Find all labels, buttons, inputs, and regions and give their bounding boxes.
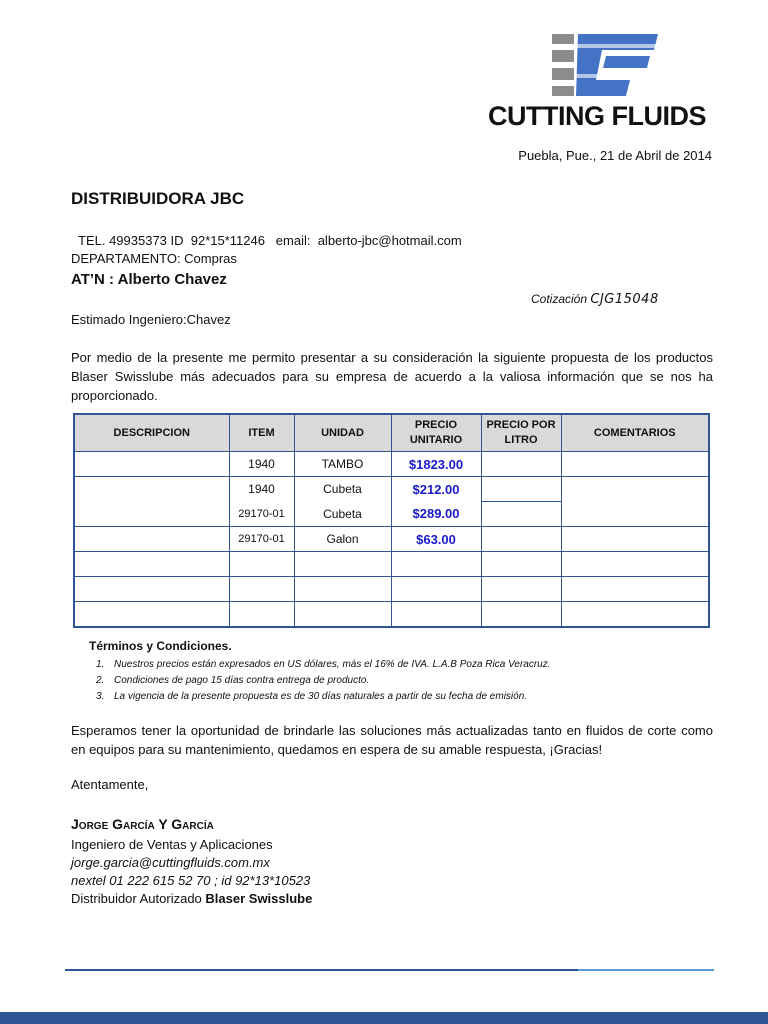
cell-precio: $1823.00 <box>391 452 481 477</box>
cell-unidad: TAMBO <box>294 452 391 477</box>
cell-comentarios <box>561 502 709 527</box>
cell-precio-litro <box>481 527 561 552</box>
distributor-brand: Blaser Swisslube <box>205 891 313 906</box>
table-row <box>74 452 709 477</box>
terms-title: Términos y Condiciones. <box>89 639 232 653</box>
signature-phone: nextel 01 222 615 52 70 ; id 92*13*10523 <box>71 873 311 888</box>
table-row-empty <box>74 577 709 602</box>
terms-number: 2. <box>96 675 105 686</box>
signature-email: jorge.garcia@cuttingfluids.com.mx <box>71 855 270 870</box>
signature-distributor <box>71 891 312 906</box>
recipient-contact: TEL. 49935373 ID 92*15*11246 email: alberto-jbc@hotmail.com <box>78 233 462 248</box>
header-descripcion: DESCRIPCION <box>74 414 229 452</box>
terms-text: Condiciones de pago 15 días contra entrega de producto. <box>114 675 370 686</box>
greeting: Estimado Ingeniero:Chavez <box>71 312 231 327</box>
terms-text: Nuestros precios están expresados en US dólares, más el 16% de IVA. L.A.B Poza Rica Veracruz. <box>114 659 551 670</box>
cell-descripcion <box>74 527 229 552</box>
cell-precio: $289.00 <box>391 502 481 527</box>
recipient-department: DEPARTAMENTO: Compras <box>71 251 237 266</box>
intro-paragraph: Por medio de la presente me permito presentar a su consideración la siguiente propuesta de los productos Blaser Swisslube más adecuados para su empresa de acuerdo a la valiosa información que se nos ha proporcionado. <box>71 350 713 403</box>
terms-item <box>96 657 551 673</box>
cell-precio-litro <box>481 477 561 502</box>
cell-precio: $63.00 <box>391 527 481 552</box>
header-precio-unitario-line2: UNITARIO <box>409 434 463 446</box>
cell-item: 1940 <box>229 477 294 502</box>
header-precio-unitario-line1: PRECIO <box>414 419 458 431</box>
quote-reference <box>531 292 659 307</box>
recipient-attention: AT’N : Alberto Chavez <box>71 271 227 288</box>
date-line: Puebla, Pue., 21 de Abril de 2014 <box>518 148 712 163</box>
sign-off: Atentamente, <box>71 777 149 792</box>
cell-unidad: Galon <box>294 527 391 552</box>
cell-unidad: Cubeta <box>294 477 391 502</box>
terms-item <box>96 673 551 689</box>
recipient-company: DISTRIBUIDORA JBC <box>71 189 245 208</box>
terms-number: 1. <box>96 659 105 670</box>
terms-text: La vigencia de la presente propuesta es de 30 días naturales a partir de su fecha de emisión. <box>114 691 528 702</box>
header-precio-unitario <box>391 414 481 452</box>
cell-item: 29170-01 <box>229 527 294 552</box>
cell-comentarios <box>561 452 709 477</box>
cell-item: 1940 <box>229 452 294 477</box>
cell-comentarios <box>561 527 709 552</box>
footer-rule-accent <box>578 969 714 971</box>
cell-descripcion <box>74 502 229 527</box>
footer-bar <box>0 1012 768 1024</box>
table-row-empty <box>74 552 709 577</box>
cell-unidad: Cubeta <box>294 502 391 527</box>
table-row <box>74 477 709 502</box>
cf-logo-icon <box>546 34 658 96</box>
quote-label: Cotización <box>531 292 588 306</box>
cell-precio: $212.00 <box>391 477 481 502</box>
signature-title: Ingeniero de Ventas y Aplicaciones <box>71 837 273 852</box>
cell-precio-litro <box>481 502 561 527</box>
table-row-empty <box>74 602 709 628</box>
header-unidad: UNIDAD <box>294 414 391 452</box>
cell-descripcion <box>74 477 229 502</box>
header-item: ITEM <box>229 414 294 452</box>
table-row <box>74 527 709 552</box>
header-precio-litro-line2: LITRO <box>504 434 538 446</box>
signature-name: Jorge García Y García <box>71 816 214 832</box>
cell-descripcion <box>74 452 229 477</box>
cell-comentarios <box>561 477 709 502</box>
terms-item <box>96 689 551 705</box>
terms-number: 3. <box>96 691 105 702</box>
distributor-prefix: Distribuidor Autorizado <box>71 891 206 906</box>
closing-paragraph: Esperamos tener la oportunidad de brindarle las soluciones más actualizadas tanto en fluidos de corte como en equipos para su mantenimiento, quedamos en espera de su amable respuesta, ¡Gracias! <box>71 723 713 757</box>
cell-item: 29170-01 <box>229 502 294 527</box>
cell-precio-litro <box>481 452 561 477</box>
header-precio-litro-line1: PRECIO POR <box>486 419 556 431</box>
quote-number: CJG15048 <box>590 292 659 307</box>
table-header-row <box>74 414 709 452</box>
header-comentarios: COMENTARIOS <box>561 414 709 452</box>
header-precio-litro <box>481 414 561 452</box>
brand-name: CUTTING FLUIDS <box>488 101 706 131</box>
terms-list <box>96 657 551 705</box>
table-row <box>74 502 709 527</box>
quote-table <box>73 413 710 628</box>
